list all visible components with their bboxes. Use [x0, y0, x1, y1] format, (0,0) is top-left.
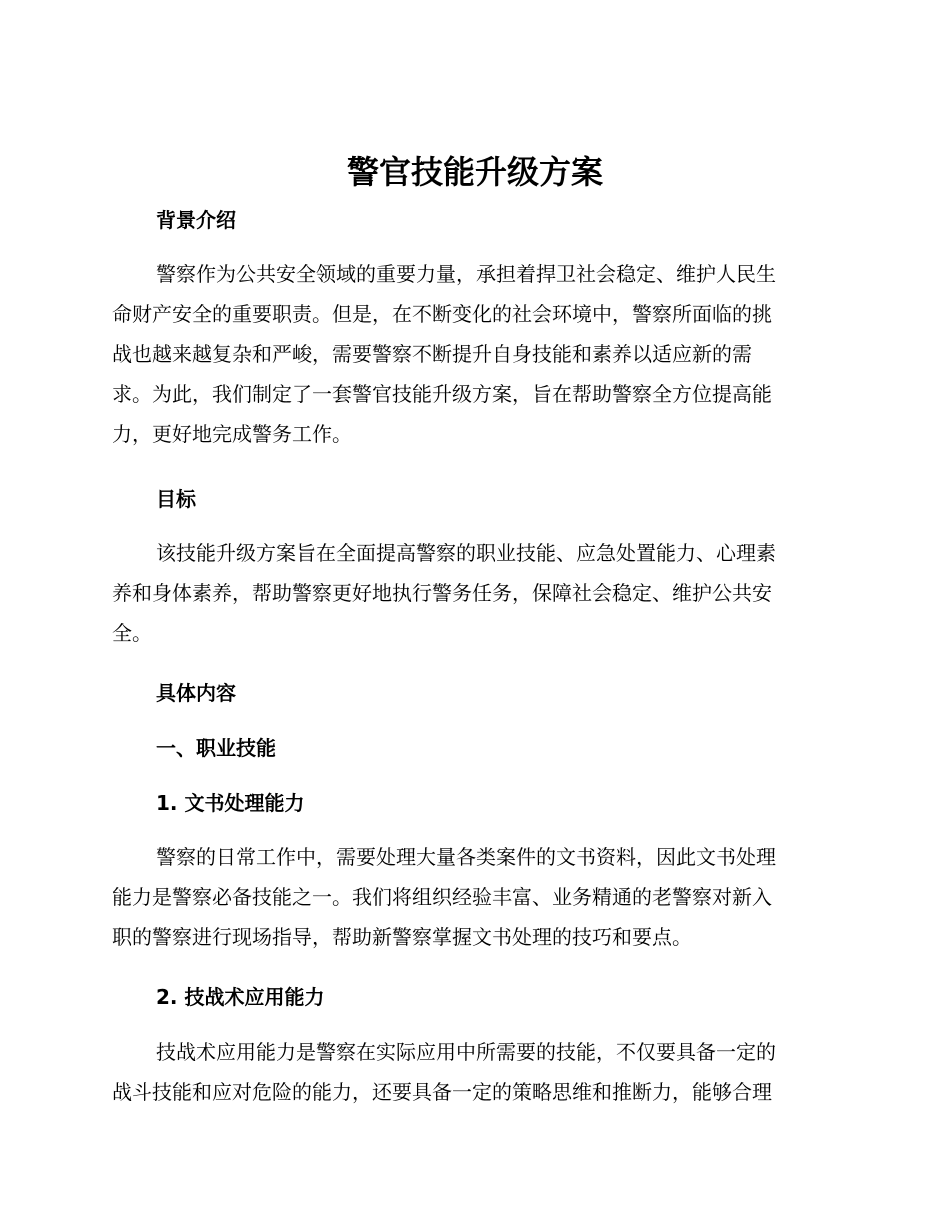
background-paragraph [112, 254, 832, 454]
document-handling-paragraph [112, 837, 832, 957]
paragraph-line: 力，更好地完成警务工作。 [112, 422, 352, 446]
paragraph-line: 求。为此，我们制定了一套警官技能升级方案，旨在帮助警察全方位提高能 [112, 382, 772, 406]
paragraph-line: 命财产安全的重要职责。但是，在不断变化的社会环境中，警察所面临的挑 [112, 302, 772, 326]
section-heading-professional-skills: 一、职业技能 [156, 736, 276, 760]
subsection-heading-tactical-skills: 2. 技战术应用能力 [156, 985, 325, 1009]
document-title: 警官技能升级方案 [346, 153, 603, 191]
section-heading-content: 具体内容 [156, 681, 236, 705]
section-heading-background: 背景介绍 [156, 208, 236, 232]
paragraph-line: 战也越来越复杂和严峻，需要警察不断提升自身技能和素养以适应新的需 [112, 342, 752, 366]
paragraph-line: 能力是警察必备技能之一。我们将组织经验丰富、业务精通的老警察对新入 [112, 885, 772, 909]
paragraph-line: 职的警察进行现场指导，帮助新警察掌握文书处理的技巧和要点。 [112, 925, 692, 949]
paragraph-line: 警察的日常工作中，需要处理大量各类案件的文书资料，因此文书处理 [156, 845, 776, 869]
tactical-skills-paragraph [112, 1032, 832, 1112]
goal-paragraph [112, 533, 832, 653]
paragraph-line: 全。 [112, 621, 152, 645]
subsection-heading-document-handling: 1. 文书处理能力 [156, 791, 305, 815]
paragraph-line: 技战术应用能力是警察在实际应用中所需要的技能，不仅要具备一定的 [156, 1040, 776, 1064]
paragraph-line: 养和身体素养，帮助警察更好地执行警务任务，保障社会稳定、维护公共安 [112, 581, 772, 605]
paragraph-line: 战斗技能和应对危险的能力，还要具备一定的策略思维和推断力，能够合理 [112, 1080, 772, 1104]
section-heading-goal: 目标 [156, 487, 196, 511]
paragraph-line: 警察作为公共安全领域的重要力量，承担着捍卫社会稳定、维护人民生 [156, 262, 776, 286]
paragraph-line: 该技能升级方案旨在全面提高警察的职业技能、应急处置能力、心理素 [156, 541, 776, 565]
